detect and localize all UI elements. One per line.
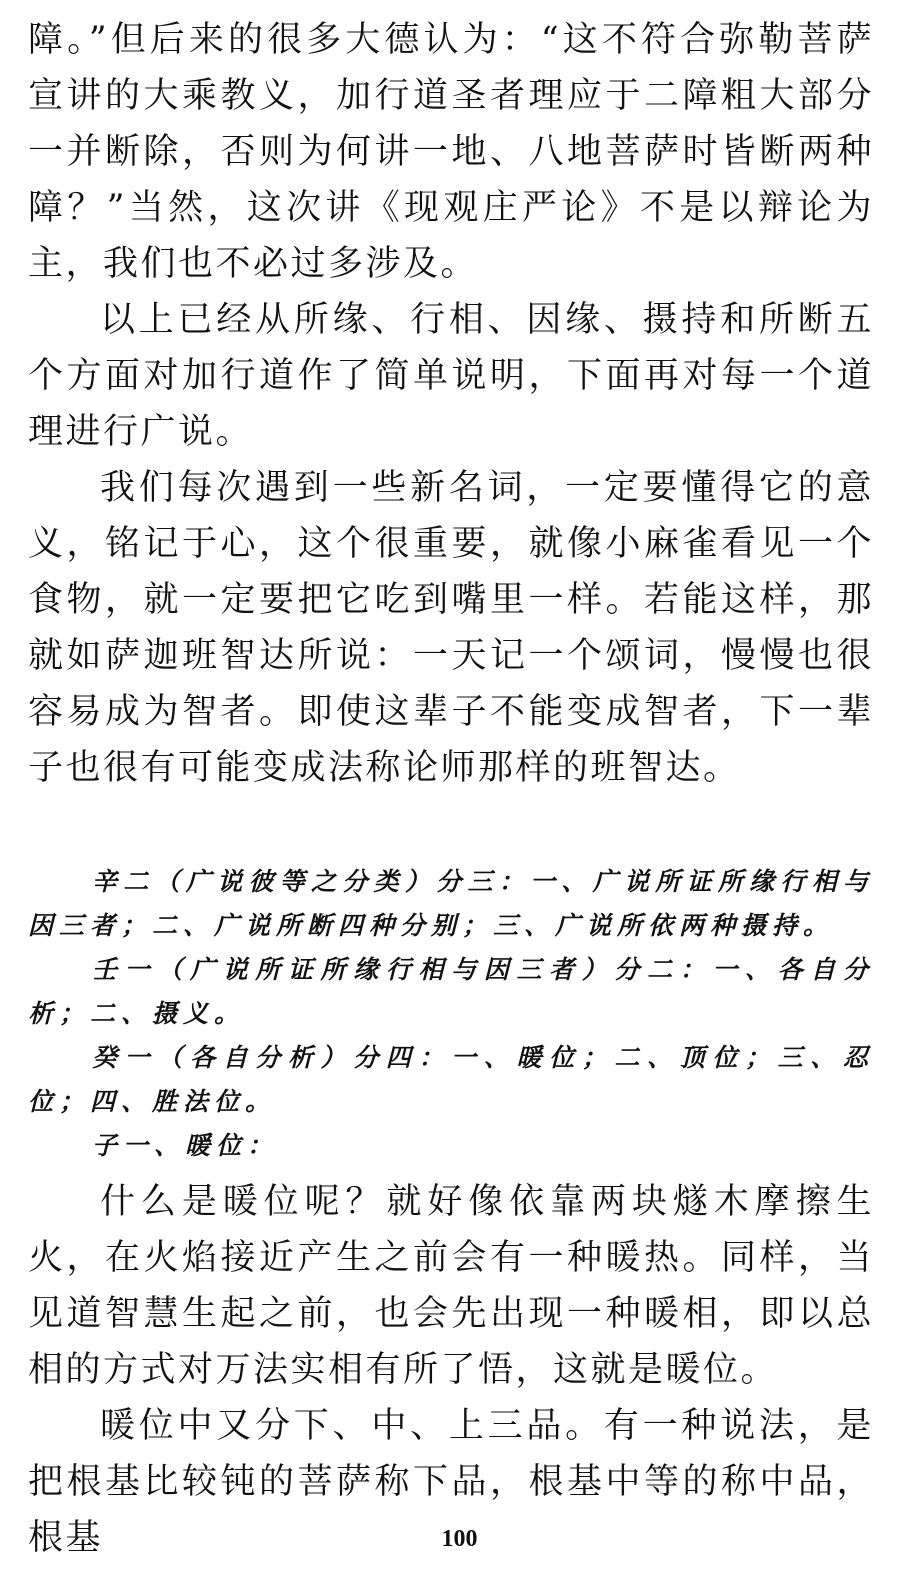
outline-heading-gui1: 癸一（各自分析）分四：一、暖位；二、顶位；三、忍位；四、胜法位。 (28, 1043, 874, 1116)
outline-headings (28, 860, 874, 1168)
body-text-bottom (28, 1174, 874, 1566)
paragraph: 以上已经从所缘、行相、因缘、摄持和所断五个方面对加行道作了简单说明，下面再对每一个道理进行广说。 (28, 300, 874, 452)
body-text-top (28, 12, 874, 796)
paragraph: 我们每次遇到一些新名词，一定要懂得它的意义，铭记于心，这个很重要，就像小麻雀看见一个食物，就一定要把它吃到嘴里一样。若能这样，那就如萨迦班智达所说：一天记一个颂词，慢慢也很容易成为智者。即使这辈子不能变成智者，下一辈子也很有可能变成法称论师那样的班智达。 (28, 468, 874, 788)
page-content (28, 12, 874, 1566)
paragraph-continued: 障。”但后来的很多大德认为：“这不符合弥勒菩萨宣讲的大乘教义，加行道圣者理应于二障粗大部分一并断除，否则为何讲一地、八地菩萨时皆断两种障？”当然，这次讲《现观庄严论》不是以辩论为主，我们也不必过多涉及。 (28, 20, 874, 284)
section-spacer (28, 796, 874, 860)
paragraph: 暖位中又分下、中、上三品。有一种说法，是把根基比较钝的菩萨称下品，根基中等的称中品，根基 (28, 1406, 874, 1558)
outline-heading-zi1: 子一、暖位： (92, 1131, 279, 1160)
paragraph: 什么是暖位呢？就好像依靠两块燧木摩擦生火，在火焰接近产生之前会有一种暖热。同样，当见道智慧生起之前，也会先出现一种暖相，即以总相的方式对万法实相有所了悟，这就是暖位。 (28, 1182, 874, 1390)
outline-heading-ren1: 壬一（广说所证所缘行相与因三者）分二：一、各自分析；二、摄义。 (28, 955, 874, 1028)
page-number: 100 (441, 1526, 478, 1552)
outline-heading-xin2: 辛二（广说彼等之分类）分三：一、广说所证所缘行相与因三者；二、广说所断四种分别；三、广说所依两种摄持。 (28, 867, 874, 940)
